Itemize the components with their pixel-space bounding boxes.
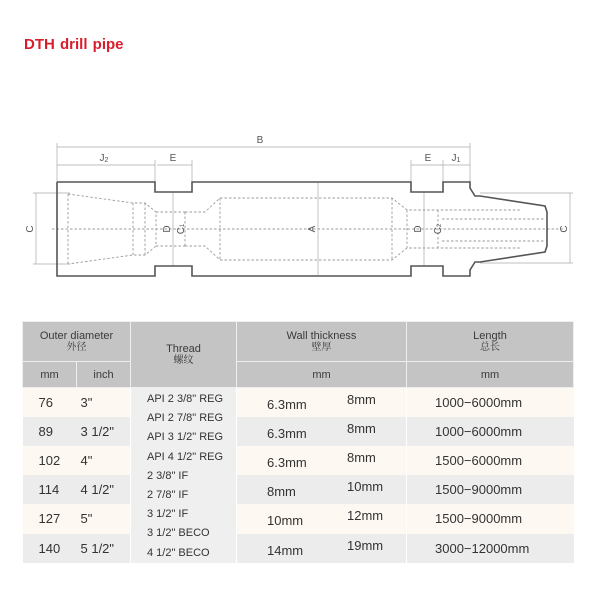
od-mm: 140 [23, 534, 77, 563]
dim-label-c1: C1 [176, 223, 187, 235]
thread-item: API 2 7/8" REG [147, 412, 224, 425]
wall-max: 10mm [347, 479, 384, 495]
wall-thickness [237, 475, 407, 504]
header-wall-unit: mm [237, 362, 407, 388]
dim-label-a: A [307, 225, 318, 233]
dim-label-c2: C2 [433, 223, 444, 235]
header-unit-mm: mm [23, 362, 77, 388]
wall-max: 8mm [347, 392, 376, 407]
dim-label-c-right: C [559, 225, 570, 233]
thread-item: 3 1/2" BECO [147, 527, 210, 540]
dim-label-d-right: D [413, 225, 424, 233]
length: 1000−6000mm [407, 388, 574, 417]
header-length-unit: mm [407, 362, 574, 388]
thread-item: 2 3/8" IF [147, 469, 189, 482]
wall-thickness [237, 417, 407, 446]
wall-max: 8mm [347, 449, 376, 465]
table-row [23, 446, 574, 475]
thread-item: API 3 1/2" REG [147, 431, 224, 444]
od-mm: 114 [23, 475, 77, 504]
wall-min: 6.3mm [267, 397, 307, 412]
od-inch: 3" [77, 388, 131, 417]
od-inch: 5 1/2" [77, 534, 131, 563]
wall-min: 6.3mm [267, 425, 307, 441]
wall-thickness [237, 446, 407, 475]
dim-label-d-left: D [162, 225, 173, 233]
wall-thickness [237, 504, 407, 533]
dim-label-b: B [256, 135, 264, 146]
table-row [23, 388, 574, 417]
wall-min: 10mm [267, 513, 304, 529]
wall-max: 19mm [347, 537, 384, 553]
wall-max: 12mm [347, 508, 384, 524]
od-inch: 4 1/2" [77, 475, 131, 504]
page-title: DTH drill pipe [24, 36, 124, 53]
length: 1500−9000mm [407, 504, 574, 533]
od-inch: 3 1/2" [77, 417, 131, 446]
header-wall-thickness: Wall thickness 壁厚 [237, 322, 407, 362]
od-inch: 5" [77, 504, 131, 533]
dim-label-e-right: E [424, 153, 432, 164]
thread-item: 4 1/2" BECO [147, 546, 210, 559]
header-length: Length 总长 [407, 322, 574, 362]
table-row [23, 475, 574, 504]
table-row [23, 534, 574, 563]
od-mm: 89 [23, 417, 77, 446]
wall-min: 14mm [267, 542, 304, 558]
thread-item: 3 1/2" IF [147, 508, 189, 521]
dim-label-e-left: E [169, 153, 177, 164]
wall-min: 6.3mm [267, 454, 307, 470]
dim-label-j2: J2 [99, 153, 109, 164]
thread-item: API 2 3/8" REG [147, 393, 224, 405]
thread-item: 2 7/8" IF [147, 489, 189, 502]
thread-list [131, 388, 237, 563]
dim-label-j1: J1 [451, 153, 461, 164]
length: 1500−6000mm [407, 446, 574, 475]
wall-thickness [237, 388, 407, 417]
header-outer-diameter: Outer diameter 外径 [23, 322, 131, 362]
od-mm: 76 [23, 388, 77, 417]
wall-min: 8mm [267, 484, 296, 500]
length: 1000−6000mm [407, 417, 574, 446]
wall-max: 8mm [347, 420, 376, 436]
od-mm: 127 [23, 504, 77, 533]
length: 1500−9000mm [407, 475, 574, 504]
table-row [23, 504, 574, 533]
spec-table [22, 321, 574, 563]
od-inch: 4" [77, 446, 131, 475]
table-row [23, 417, 574, 446]
length: 3000−12000mm [407, 534, 574, 563]
header-unit-inch: inch [77, 362, 131, 388]
thread-item: API 4 1/2" REG [147, 450, 224, 463]
wall-thickness [237, 534, 407, 563]
od-mm: 102 [23, 446, 77, 475]
drill-pipe-diagram [0, 120, 600, 300]
header-thread: Thread 螺纹 [131, 322, 237, 388]
dim-label-c-left: C [25, 225, 36, 233]
